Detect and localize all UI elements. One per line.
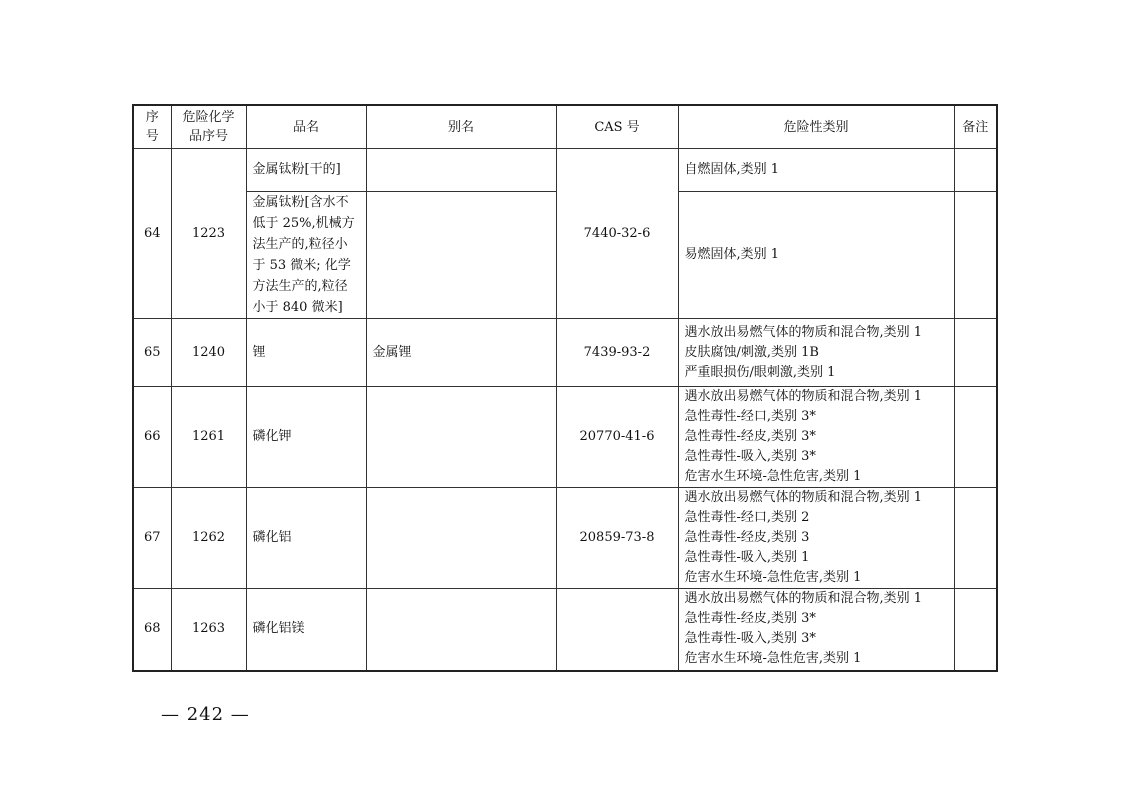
header-seq: 序号 — [133, 105, 171, 149]
cell-chem-no: 1262 — [171, 488, 246, 589]
hazardous-chemicals-table — [132, 104, 998, 672]
header-cas: CAS 号 — [556, 105, 678, 149]
cell-alias — [366, 488, 556, 589]
cell-name: 磷化钾 — [246, 387, 366, 488]
cell-seq: 67 — [133, 488, 171, 589]
cell-alias — [366, 149, 556, 192]
table-row — [133, 488, 997, 589]
cell-seq: 65 — [133, 319, 171, 387]
hazard-line: 急性毒性-吸入,类别 1 — [684, 550, 810, 565]
cell-alias — [366, 387, 556, 488]
hazard-line: 严重眼损伤/眼刺激,类别 1 — [684, 364, 836, 380]
hazard-line: 急性毒性-吸入,类别 3* — [684, 631, 816, 647]
cell-note — [954, 319, 997, 387]
cell-note — [954, 387, 997, 488]
table-header-row — [133, 105, 997, 149]
hazard-line: 急性毒性-经口,类别 3* — [684, 409, 816, 424]
header-alias: 别名 — [366, 105, 556, 149]
cell-seq: 64 — [133, 149, 171, 319]
cell-chem-no: 1261 — [171, 387, 246, 488]
hazard-line: 遇水放出易燃气体的物质和混合物,类别 1 — [684, 490, 923, 505]
cell-chem-no: 1223 — [171, 149, 246, 319]
cell-hazard — [678, 192, 954, 319]
hazard-line: 皮肤腐蚀/刺激,类别 1B — [684, 344, 819, 360]
cell-alias — [366, 589, 556, 671]
cell-name: 锂 — [246, 319, 366, 387]
table-row — [133, 589, 997, 671]
hazard-line: 危害水生环境-急性危害,类别 1 — [684, 469, 862, 484]
cell-seq: 66 — [133, 387, 171, 488]
cell-hazard — [678, 387, 954, 488]
table-row — [133, 387, 997, 488]
cell-note — [954, 488, 997, 589]
header-hazard: 危险性类别 — [678, 105, 954, 149]
hazard-line: 遇水放出易燃气体的物质和混合物,类别 1 — [684, 389, 923, 404]
hazard-line: 急性毒性-经皮,类别 3* — [684, 429, 816, 444]
cell-hazard — [678, 319, 954, 387]
cell-cas: 7440-32-6 — [556, 149, 678, 319]
cell-note — [954, 589, 997, 671]
hazard-line: 急性毒性-经皮,类别 3* — [684, 611, 816, 627]
cell-note — [954, 192, 997, 319]
header-chem-no: 危险化学品序号 — [171, 105, 246, 149]
cell-hazard — [678, 149, 954, 192]
hazard-line: 急性毒性-吸入,类别 3* — [684, 449, 816, 464]
cell-alias — [366, 192, 556, 319]
cell-chem-no: 1240 — [171, 319, 246, 387]
cell-cas: 7439-93-2 — [556, 319, 678, 387]
cell-alias: 金属锂 — [366, 319, 556, 387]
cell-hazard — [678, 589, 954, 671]
cell-name: 金属钛粉[含水不低于 25%,机械方法生产的,粒径小于 53 微米; 化学方法生产的,粒径小于 840 微米] — [246, 192, 366, 319]
hazard-line: 自燃固体,类别 1 — [684, 162, 780, 177]
cell-hazard — [678, 488, 954, 589]
cell-cas — [556, 589, 678, 671]
table-row — [133, 319, 997, 387]
cell-cas: 20770-41-6 — [556, 387, 678, 488]
cell-cas: 20859-73-8 — [556, 488, 678, 589]
header-note: 备注 — [954, 105, 997, 149]
hazard-line: 危害水生环境-急性危害,类别 1 — [684, 651, 862, 667]
page-number: — 242 — — [161, 704, 250, 725]
hazard-line: 急性毒性-经口,类别 2 — [684, 510, 810, 525]
header-name: 品名 — [246, 105, 366, 149]
hazard-line: 危害水生环境-急性危害,类别 1 — [684, 570, 862, 585]
hazard-line: 遇水放出易燃气体的物质和混合物,类别 1 — [684, 591, 923, 607]
cell-name: 磷化铝镁 — [246, 589, 366, 671]
hazard-line: 易燃固体,类别 1 — [684, 247, 780, 262]
cell-note — [954, 149, 997, 192]
cell-chem-no: 1263 — [171, 589, 246, 671]
hazard-line: 遇水放出易燃气体的物质和混合物,类别 1 — [684, 324, 923, 340]
hazard-line: 急性毒性-经皮,类别 3 — [684, 530, 810, 545]
cell-seq: 68 — [133, 589, 171, 671]
table-row — [133, 149, 997, 192]
cell-name: 磷化铝 — [246, 488, 366, 589]
cell-name: 金属钛粉[干的] — [246, 149, 366, 192]
